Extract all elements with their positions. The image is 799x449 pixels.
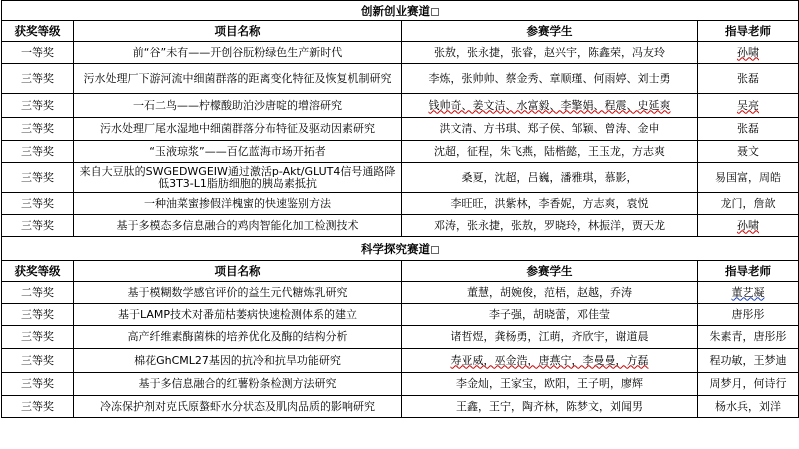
students-cell: 邓涛，张永捷，张敖，罗晓玲，林振洋，贾天龙 bbox=[402, 215, 698, 237]
students-cell: 洪文清、方书琪、郑子侯、邹颖、曾涛、金申 bbox=[402, 118, 698, 141]
project-cell: 污水处理厂尾水湿地中细菌群落分布特征及驱动因素研究 bbox=[74, 118, 402, 141]
advisor-cell: 龙门，詹歆 bbox=[698, 193, 799, 215]
table-row bbox=[2, 193, 799, 215]
level-cell: 三等奖 bbox=[2, 396, 74, 418]
students-cell: 董慧，胡婉俊，范梧，赵越，乔涛 bbox=[402, 282, 698, 304]
students-cell: 李子强，胡晓蕾，邓佳莹 bbox=[402, 304, 698, 326]
header-row bbox=[2, 21, 799, 42]
header-row bbox=[2, 261, 799, 282]
table-row bbox=[2, 326, 799, 349]
level-cell: 三等奖 bbox=[2, 163, 74, 193]
students-cell: 李金灿，王家宝，欧阳，王子明，廖辉 bbox=[402, 373, 698, 396]
header-project: 项目名称 bbox=[74, 21, 402, 42]
advisor-cell: 吴亮 bbox=[698, 94, 799, 118]
level-cell: 二等奖 bbox=[2, 282, 74, 304]
level-cell: 三等奖 bbox=[2, 373, 74, 396]
project-cell: “玉液琼浆”——百亿蓝海市场开拓者 bbox=[74, 141, 402, 163]
table-row bbox=[2, 373, 799, 396]
advisor-cell: 聂文 bbox=[698, 141, 799, 163]
table-row bbox=[2, 215, 799, 237]
table-row bbox=[2, 64, 799, 94]
table-row bbox=[2, 42, 799, 64]
project-cell: 基于模糊数学感官评价的益生元代糖炼乳研究 bbox=[74, 282, 402, 304]
level-cell: 三等奖 bbox=[2, 215, 74, 237]
students-cell: 桑夏，沈超，吕巍，潘雅琪，慕影， bbox=[402, 163, 698, 193]
section-title-row bbox=[2, 237, 799, 261]
header-level: 获奖等级 bbox=[2, 261, 74, 282]
advisor-cell: 董艺凝 bbox=[698, 282, 799, 304]
table-row bbox=[2, 163, 799, 193]
advisor-cell: 程功敏，王梦迪 bbox=[698, 349, 799, 373]
project-cell: 基于多模态多信息融合的鸡肉智能化加工检测技术 bbox=[74, 215, 402, 237]
level-cell: 一等奖 bbox=[2, 42, 74, 64]
level-cell: 三等奖 bbox=[2, 141, 74, 163]
table-row bbox=[2, 282, 799, 304]
advisor-cell: 孙啸 bbox=[698, 42, 799, 64]
project-cell: 棉花GhCML27基因的抗冷和抗旱功能研究 bbox=[74, 349, 402, 373]
level-cell: 三等奖 bbox=[2, 304, 74, 326]
section-title: 创新创业赛道 bbox=[2, 1, 799, 21]
level-cell: 三等奖 bbox=[2, 118, 74, 141]
header-students: 参赛学生 bbox=[402, 21, 698, 42]
header-advisor: 指导老师 bbox=[698, 261, 799, 282]
header-students: 参赛学生 bbox=[402, 261, 698, 282]
students-cell: 李旺旺，洪紫林，李香妮，方志爽，袁悦 bbox=[402, 193, 698, 215]
advisor-cell: 张磊 bbox=[698, 118, 799, 141]
advisor-cell: 孙啸 bbox=[698, 215, 799, 237]
students-cell: 王鑫，王宁，陶齐林，陈梦文，刘闻男 bbox=[402, 396, 698, 418]
table-row bbox=[2, 94, 799, 118]
students-cell: 诸哲煜，龚杨勇，江萌，齐欣宇，谢道晨 bbox=[402, 326, 698, 349]
header-project: 项目名称 bbox=[74, 261, 402, 282]
level-cell: 三等奖 bbox=[2, 94, 74, 118]
advisor-cell: 周梦月，何诗行 bbox=[698, 373, 799, 396]
project-cell: 来自大豆肽的SWGEDWGEIW通过激活p-Akt/GLUT4信号通路降低3T3-L1脂肪细胞的胰岛素抵抗 bbox=[74, 163, 402, 193]
advisor-cell: 唐彤彤 bbox=[698, 304, 799, 326]
table-row bbox=[2, 396, 799, 418]
project-cell: 冷冻保护剂对克氏原螯虾水分状态及肌肉品质的影响研究 bbox=[74, 396, 402, 418]
award-table bbox=[1, 0, 799, 418]
project-cell: 污水处理厂下游河流中细菌群落的距离变化特征及恢复机制研究 bbox=[74, 64, 402, 94]
project-cell: 一种油菜蜜掺假洋槐蜜的快速鉴别方法 bbox=[74, 193, 402, 215]
project-cell: 高产纤维素酶菌株的培养优化及酶的结构分析 bbox=[74, 326, 402, 349]
students-cell: 沈超，征程，朱飞燕，陆楷懿，王玉龙，方志爽 bbox=[402, 141, 698, 163]
level-cell: 三等奖 bbox=[2, 193, 74, 215]
advisor-cell: 易国富，周皓 bbox=[698, 163, 799, 193]
project-cell: 基于多信息融合的红薯粉条检测方法研究 bbox=[74, 373, 402, 396]
table-row bbox=[2, 304, 799, 326]
table-row bbox=[2, 349, 799, 373]
students-cell: 钱帅奇、姜文洁、水富毅、李擎娟、程震、史延爽 bbox=[402, 94, 698, 118]
table-row bbox=[2, 118, 799, 141]
students-cell: 寿亚威，巫金浩，唐燕宁，李曼曼，方磊 bbox=[402, 349, 698, 373]
students-cell: 李炼，张帅帅、蔡金秀、章顺瑾、何雨婷、刘士勇 bbox=[402, 64, 698, 94]
level-cell: 三等奖 bbox=[2, 64, 74, 94]
project-cell: 一石二鸟——柠檬酸助泊沙唐啶的增溶研究 bbox=[74, 94, 402, 118]
header-advisor: 指导老师 bbox=[698, 21, 799, 42]
advisor-cell: 张磊 bbox=[698, 64, 799, 94]
level-cell: 三等奖 bbox=[2, 349, 74, 373]
project-cell: 基于LAMP技术对番茄枯萎病快速检测体系的建立 bbox=[74, 304, 402, 326]
advisor-cell: 杨水兵，刘洋 bbox=[698, 396, 799, 418]
level-cell: 三等奖 bbox=[2, 326, 74, 349]
table-row bbox=[2, 141, 799, 163]
project-cell: 前“谷”未有——开创谷朊粉绿色生产新时代 bbox=[74, 42, 402, 64]
students-cell: 张敖，张永捷，张睿，赵兴宇，陈鑫荣，冯友玲 bbox=[402, 42, 698, 64]
advisor-cell: 朱素青，唐彤彤 bbox=[698, 326, 799, 349]
header-level: 获奖等级 bbox=[2, 21, 74, 42]
section-title-row bbox=[2, 1, 799, 21]
section-title: 科学探究赛道 bbox=[2, 237, 799, 261]
